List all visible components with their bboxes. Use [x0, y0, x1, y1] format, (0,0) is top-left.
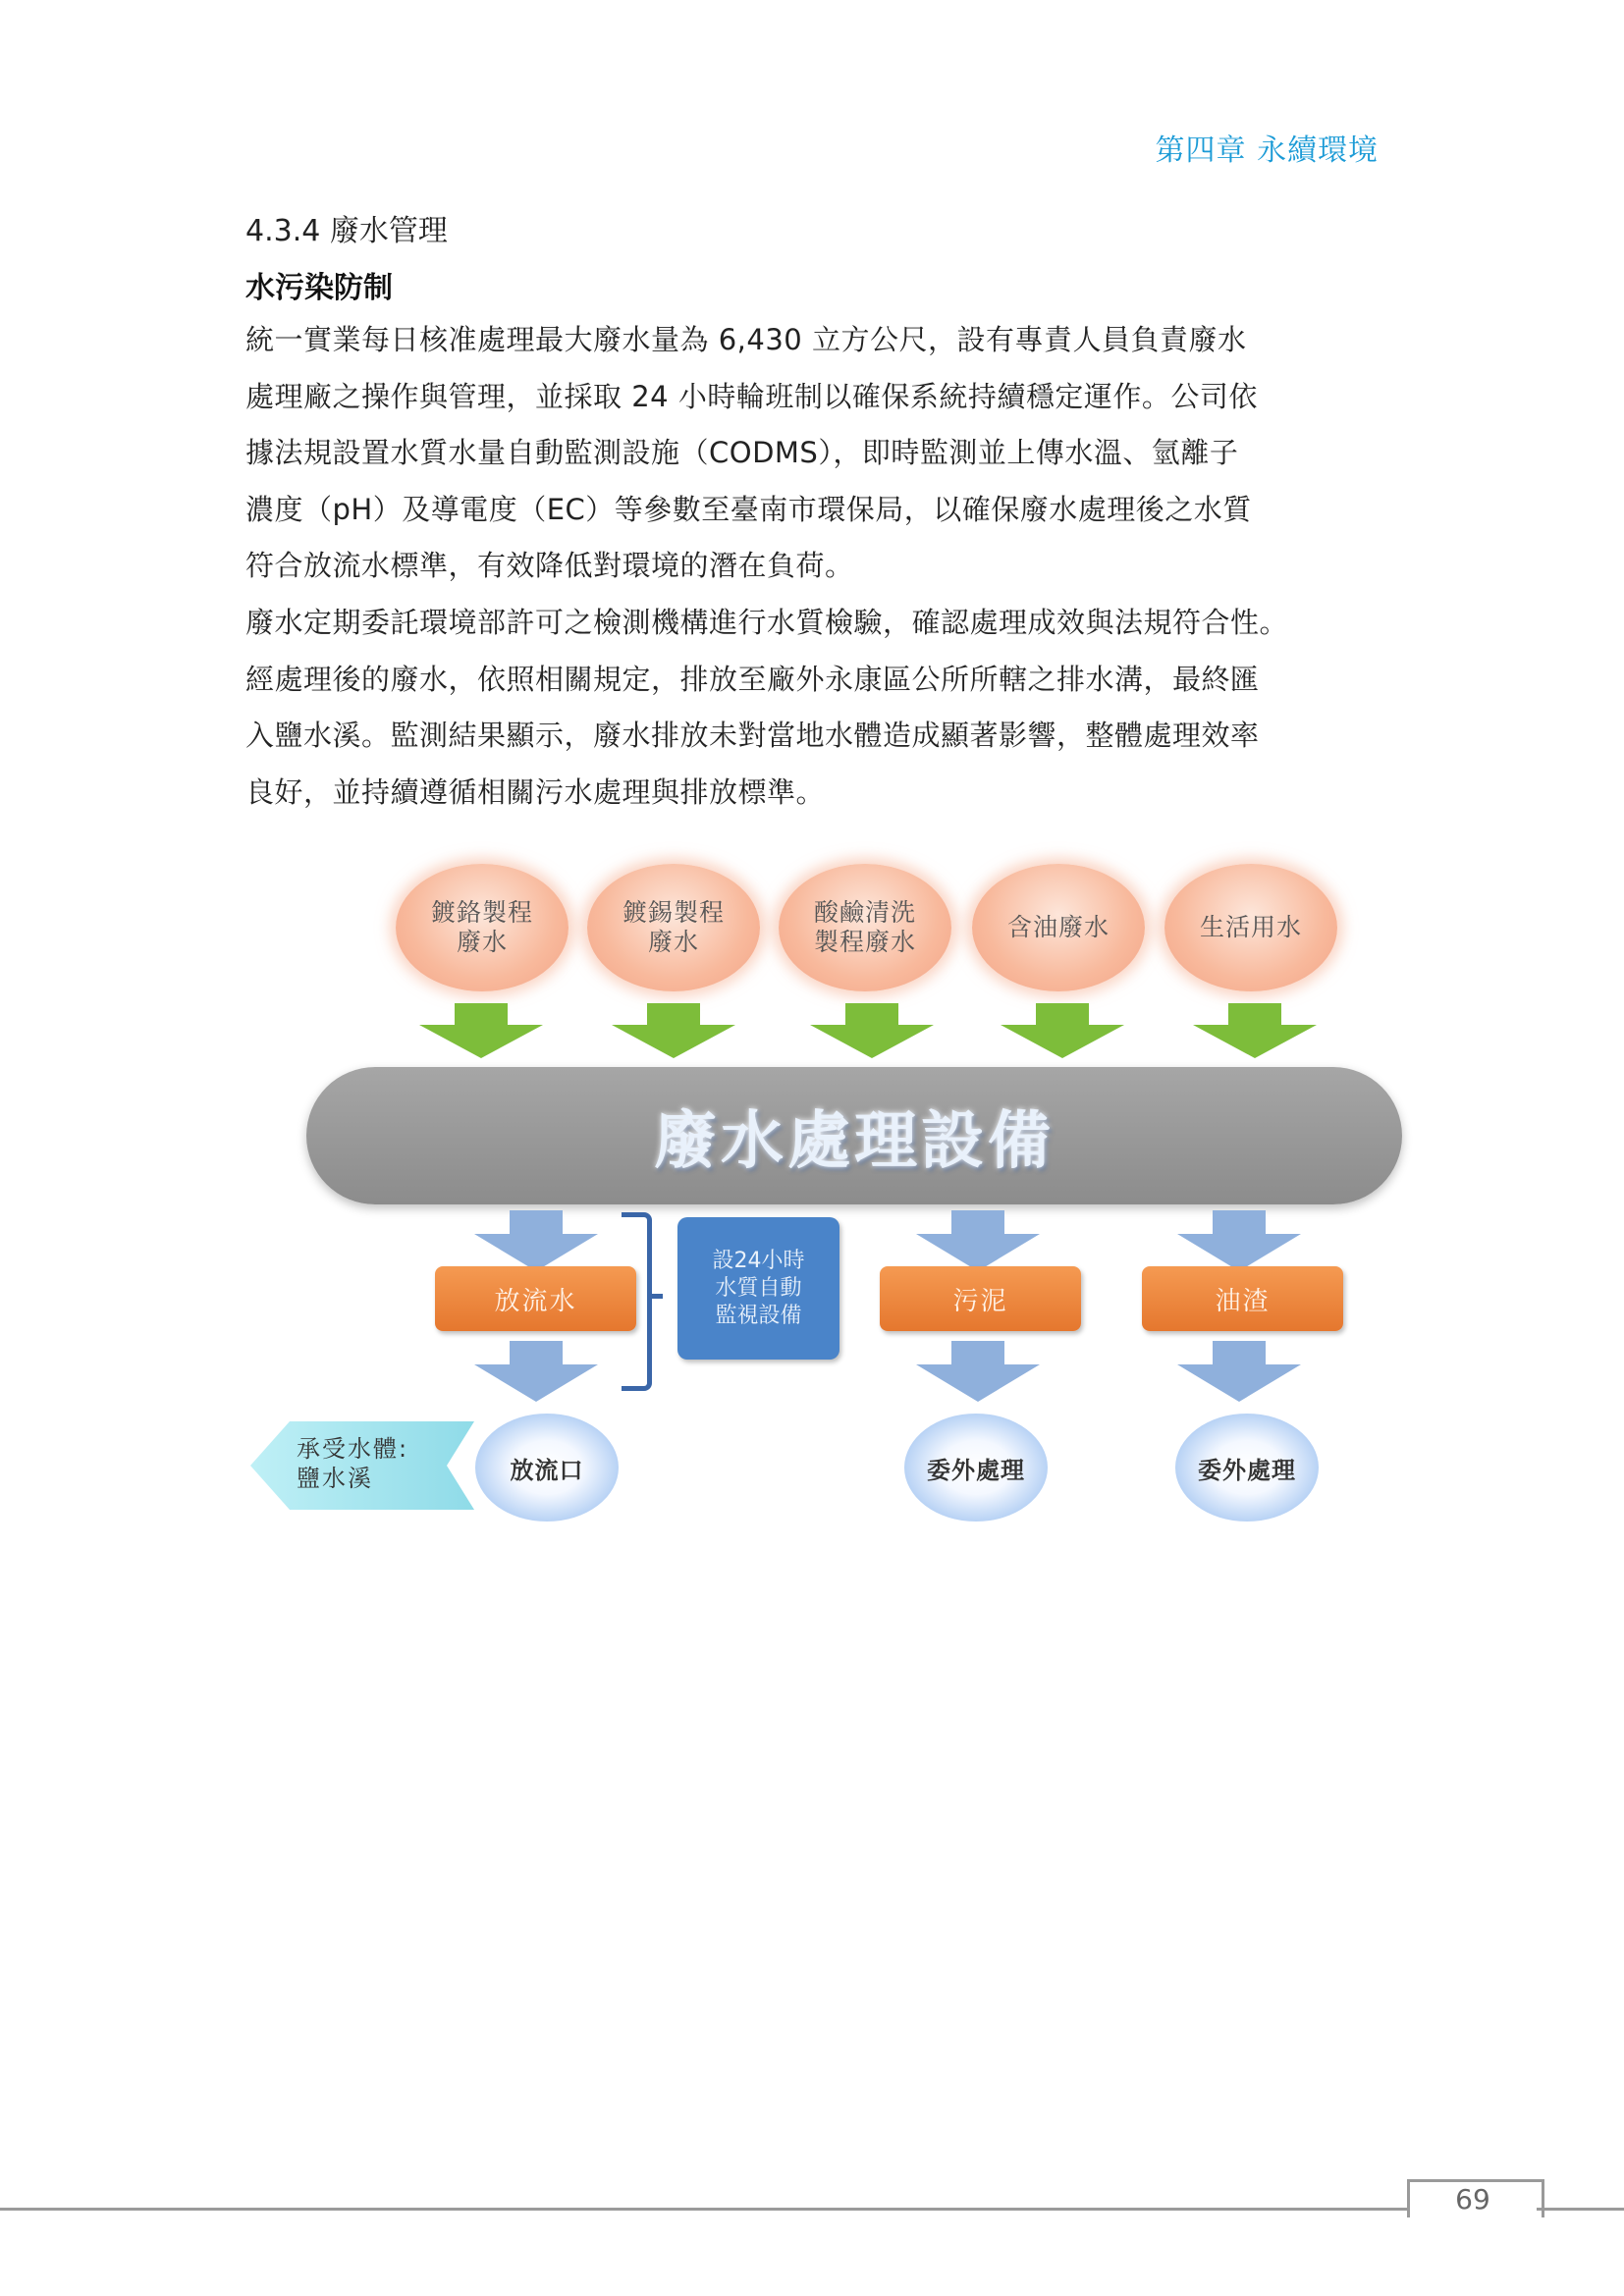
output-effluent: 放流水	[435, 1266, 636, 1331]
source-label-line1: 鍍錫製程	[622, 898, 725, 927]
paragraph-line: 濃度（pH）及導電度（EC）等參數至臺南市環保局，以確保廢水處理後之水質	[245, 492, 1252, 526]
paragraph-line: 符合放流水標準，有效降低對環境的潛在負荷。	[245, 549, 854, 582]
paragraph-line: 統一實業每日核准處理最大廢水量為 6,430 立方公尺，設有專責人員負責廢水	[245, 323, 1247, 356]
receiver-line2: 鹽水溪	[297, 1465, 373, 1492]
receiving-water-body-label	[297, 1434, 408, 1493]
paragraph-line: 經處理後的廢水，依照相關規定，排放至廠外永康區公所所轄之排水溝，最終匯	[245, 662, 1260, 696]
destination-outsourced-treatment: 委外處理	[904, 1414, 1048, 1522]
blue-down-arrow-icon	[472, 1210, 600, 1271]
monitor-label-line3: 監視設備	[715, 1303, 802, 1328]
source-label-line1: 酸鹼清洗	[813, 898, 916, 927]
paragraph-water-pollution-control	[245, 312, 1394, 595]
footer-rule	[0, 2208, 1409, 2211]
green-down-arrow-icon	[1191, 1003, 1319, 1058]
paragraph-line: 廢水定期委託環境部許可之檢測機構進行水質檢驗，確認處理成效與法規符合性。	[245, 606, 1289, 639]
source-label-line2: 製程廢水	[813, 928, 916, 956]
monitoring-equipment	[677, 1217, 839, 1360]
source-domestic-water	[1164, 864, 1337, 991]
monitoring-bracket	[622, 1212, 652, 1391]
blue-down-arrow-icon	[472, 1341, 600, 1402]
receiver-line1: 承受水體:	[297, 1435, 409, 1463]
paragraph-line: 良好，並持續遵循相關污水處理與排放標準。	[245, 774, 826, 809]
sub-heading: 水污染防制	[245, 271, 393, 305]
blue-down-arrow-icon	[1175, 1210, 1303, 1271]
green-down-arrow-icon	[808, 1003, 936, 1058]
source-oily-wastewater	[972, 864, 1145, 991]
output-oil-residue: 油渣	[1142, 1266, 1343, 1331]
source-label-line1: 含油廢水	[1006, 913, 1110, 941]
source-label-line2: 廢水	[456, 928, 508, 956]
blue-down-arrow-icon	[1175, 1341, 1303, 1402]
blue-down-arrow-icon	[914, 1341, 1042, 1402]
paragraph-line: 入鹽水溪。監測結果顯示，廢水排放未對當地水體造成顯著影響，整體處理效率	[245, 719, 1260, 752]
monitoring-bracket-tick	[647, 1294, 663, 1299]
source-acid-alkali-cleaning-wastewater	[779, 864, 951, 991]
blue-down-arrow-icon	[914, 1210, 1042, 1271]
paragraph-testing-discharge	[245, 595, 1394, 821]
footer-rule	[1537, 2208, 1624, 2211]
wastewater-treatment-facility	[306, 1067, 1402, 1204]
chapter-header: 第四章 永續環境	[1155, 133, 1379, 168]
source-label-line2: 廢水	[647, 928, 699, 956]
green-down-arrow-icon	[417, 1003, 545, 1058]
facility-label: 廢水處理設備	[654, 1105, 1055, 1178]
section-heading: 4.3.4 廢水管理	[245, 214, 448, 248]
paragraph-line: 處理廠之操作與管理，並採取 24 小時輪班制以確保系統持續穩定運作。公司依	[245, 379, 1258, 413]
source-label-line1: 鍍鉻製程	[430, 898, 533, 927]
green-down-arrow-icon	[999, 1003, 1126, 1058]
source-label-line1: 生活用水	[1199, 913, 1302, 941]
monitor-label-line1: 設24小時	[712, 1248, 805, 1273]
source-chrome-plating-wastewater	[396, 864, 568, 991]
green-down-arrow-icon	[610, 1003, 737, 1058]
monitor-label-line2: 水質自動	[715, 1275, 802, 1301]
destination-discharge-outlet: 放流口	[475, 1414, 619, 1522]
destination-outsourced-treatment: 委外處理	[1175, 1414, 1319, 1522]
output-sludge: 污泥	[880, 1266, 1081, 1331]
page-number: 69	[1455, 2183, 1490, 2216]
source-tin-plating-wastewater	[587, 864, 760, 991]
paragraph-line: 據法規設置水質水量自動監測設施（CODMS），即時監測並上傳水溫、氫離子	[245, 436, 1239, 469]
